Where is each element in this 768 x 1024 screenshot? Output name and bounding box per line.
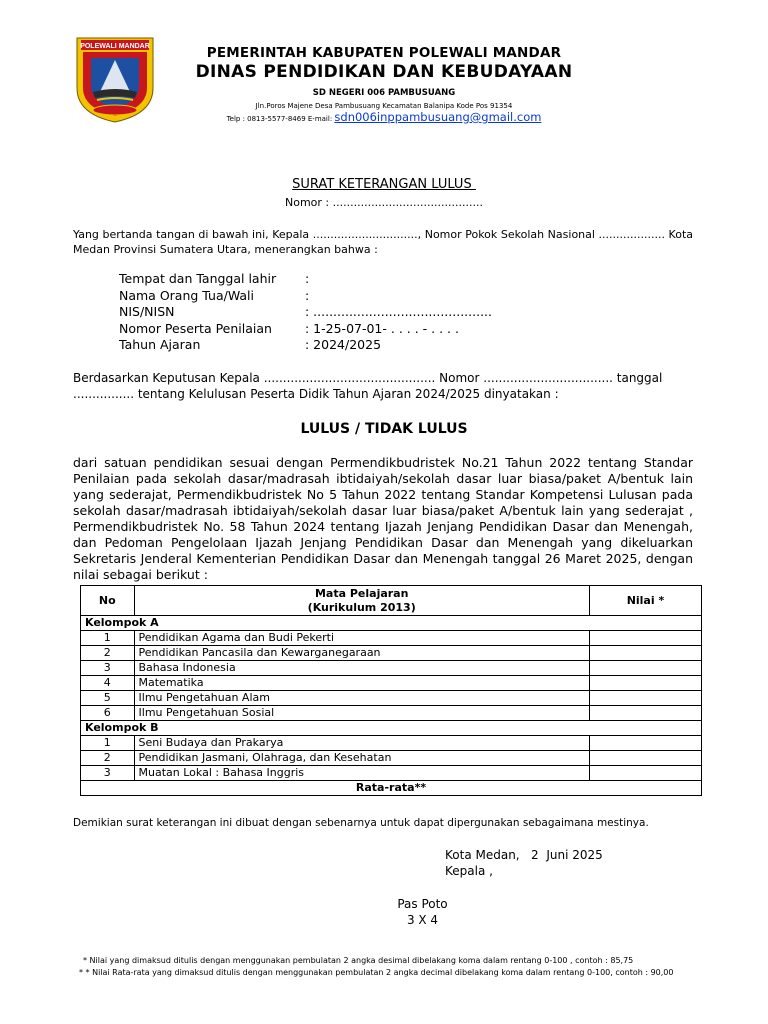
table-row bbox=[81, 706, 702, 721]
photo-placeholder-label: Pas Poto bbox=[397, 897, 448, 911]
row-score bbox=[589, 751, 701, 766]
identity-label: Tempat dan Tanggal lahir bbox=[119, 271, 277, 286]
row-subject: Pendidikan Jasmani, Olahraga, dan Kesehatan bbox=[134, 751, 589, 766]
graduation-result: LULUS / TIDAK LULUS bbox=[300, 421, 468, 437]
signer-title: Kepala , bbox=[445, 864, 493, 878]
row-subject: Bahasa Indonesia bbox=[134, 661, 589, 676]
row-subject: Ilmu Pengetahuan Alam bbox=[134, 691, 589, 706]
row-number: 6 bbox=[81, 706, 135, 721]
row-score bbox=[589, 706, 701, 721]
table-row bbox=[81, 751, 702, 766]
row-number: 1 bbox=[81, 631, 135, 646]
table-row bbox=[81, 646, 702, 661]
table-row bbox=[81, 691, 702, 706]
row-score bbox=[589, 691, 701, 706]
row-score bbox=[589, 766, 701, 781]
identity-label: Nomor Peserta Penilaian bbox=[119, 320, 272, 336]
identity-row bbox=[119, 271, 492, 288]
row-number: 2 bbox=[81, 646, 135, 661]
footnote-score: * Nilai yang dimaksud ditulis dengan menggunakan pembulatan 2 angka desimal dibelakang koma dalam rentang 0-100 , contoh : 85,75 bbox=[83, 956, 634, 965]
column-header-score: Nilai * bbox=[589, 586, 701, 616]
header-contact bbox=[160, 110, 608, 124]
identity-value: : ............................................. bbox=[305, 304, 492, 319]
row-number: 2 bbox=[81, 751, 135, 766]
document-number: Nomor : ........................................... bbox=[285, 196, 483, 209]
group-label: Kelompok B bbox=[81, 721, 702, 736]
logo-text: POLEWALI MANDAR bbox=[80, 43, 150, 50]
row-subject: Muatan Lokal : Bahasa Inggris bbox=[134, 766, 589, 781]
group-row bbox=[81, 721, 702, 736]
grades-table bbox=[80, 585, 702, 796]
identity-value: : bbox=[305, 271, 310, 286]
identity-label: Tahun Ajaran bbox=[119, 337, 201, 352]
header-phone: Telp : 0813-5577-8469 E-mail: bbox=[226, 115, 335, 123]
row-score bbox=[589, 661, 701, 676]
header-government: PEMERINTAH KABUPATEN POLEWALI MANDAR bbox=[206, 45, 562, 61]
table-row bbox=[81, 661, 702, 676]
header-address: Jln.Poros Majene Desa Pambusuang Kecamatan Balanipa Kode Pos 91354 bbox=[255, 102, 513, 110]
student-identity-list bbox=[119, 271, 492, 354]
subject-header-line2: (Kurikulum 2013) bbox=[307, 600, 416, 614]
identity-row bbox=[119, 304, 492, 321]
intro-paragraph: Yang bertanda tangan di bawah ini, Kepala .............................., Nomor Pokok Sekolah Nasional ................... Kota Medan Provinsi Sumatera Utara, menerangkan bahwa : bbox=[73, 228, 693, 256]
legal-basis-paragraph: dari satuan pendidikan sesuai dengan Permendikbudristek No.21 Tahun 2022 tentang Standar Penilaian pada sekolah dasar/madrasah ibtidaiyah/sekolah dasar luar biasa/paket A/bentuk lain yang sederajat, Permendikbudristek No 5 Tahun 2022 tentang Standar Kompetensi Lulusan pada sekolah dasar/madrasah ibtidaiyah/sekolah dasar luar biasa/paket A/bentuk lain yang sederajat , Permendikbudristek No. 58 Tahun 2024 tentang Ijazah Jenjang Pendidikan Dasar dan Menengah, dan Pedoman Pengelolaan Ijazah Jenjang Pendidikan Dasar dan Menengah yang dikeluarkan Sekretaris Jenderal Kementerian Pendidikan Dasar dan Menengah tanggal 26 Maret 2025, dengan nilai sebagai berikut : bbox=[73, 455, 693, 582]
row-number: 3 bbox=[81, 661, 135, 676]
table-row bbox=[81, 766, 702, 781]
table-header-row bbox=[81, 586, 702, 616]
row-number: 5 bbox=[81, 691, 135, 706]
row-score bbox=[589, 646, 701, 661]
photo-size-label: 3 X 4 bbox=[406, 913, 439, 927]
row-number: 3 bbox=[81, 766, 135, 781]
group-label: Kelompok A bbox=[81, 616, 702, 631]
footnote-average: * * Nilai Rata-rata yang dimaksud ditulis dengan menggunakan pembulatan 2 angka decimal dibelakang koma dalam rentang 0-100, contoh : 90,00 bbox=[79, 968, 674, 977]
row-score bbox=[589, 736, 701, 751]
header-agency: DINAS PENDIDIKAN DAN KEBUDAYAAN bbox=[195, 62, 573, 82]
group-row bbox=[81, 616, 702, 631]
row-score bbox=[589, 676, 701, 691]
table-row bbox=[81, 676, 702, 691]
document-title: SURAT KETERANGAN LULUS bbox=[292, 177, 476, 192]
row-subject: Ilmu Pengetahuan Sosial bbox=[134, 706, 589, 721]
regency-logo bbox=[75, 36, 155, 124]
column-header-no: No bbox=[81, 586, 135, 616]
average-row bbox=[81, 781, 702, 796]
row-number: 4 bbox=[81, 676, 135, 691]
identity-label: NIS/NISN bbox=[119, 304, 175, 319]
table-row bbox=[81, 736, 702, 751]
school-email-link[interactable]: sdn006inppambusuang@gmail.com bbox=[334, 110, 542, 124]
closing-statement: Demikian surat keterangan ini dibuat dengan sebenarnya untuk dapat dipergunakan sebagaimana mestinya. bbox=[73, 817, 649, 829]
place-date: Kota Medan, 2 Juni 2025 bbox=[445, 848, 603, 862]
row-subject: Seni Budaya dan Prakarya bbox=[134, 736, 589, 751]
row-subject: Pendidikan Pancasila dan Kewarganegaraan bbox=[134, 646, 589, 661]
identity-row bbox=[119, 321, 492, 338]
row-score bbox=[589, 631, 701, 646]
identity-row bbox=[119, 337, 492, 354]
table-row bbox=[81, 631, 702, 646]
row-subject: Pendidikan Agama dan Budi Pekerti bbox=[134, 631, 589, 646]
decision-paragraph: Berdasarkan Keputusan Kepala ............................................. Nomor .................................. tanggal ................ tentang Kelulusan Peserta Didik Tahun Ajaran 2024/2025 dinyatakan : bbox=[73, 371, 663, 401]
identity-value: : bbox=[305, 287, 310, 303]
identity-row bbox=[119, 288, 492, 305]
subject-header-line1: Mata Pelajaran bbox=[314, 586, 409, 600]
identity-value: : 2024/2025 bbox=[305, 337, 382, 352]
row-number: 1 bbox=[81, 736, 135, 751]
column-header-subject bbox=[134, 586, 589, 616]
row-subject: Matematika bbox=[134, 676, 589, 691]
header-school: SD NEGERI 006 PAMBUSUANG bbox=[312, 88, 456, 98]
identity-label: Nama Orang Tua/Wali bbox=[119, 287, 254, 303]
average-label: Rata-rata** bbox=[81, 781, 702, 796]
identity-value: : 1-25-07-01- . . . . - . . . . bbox=[305, 320, 459, 336]
